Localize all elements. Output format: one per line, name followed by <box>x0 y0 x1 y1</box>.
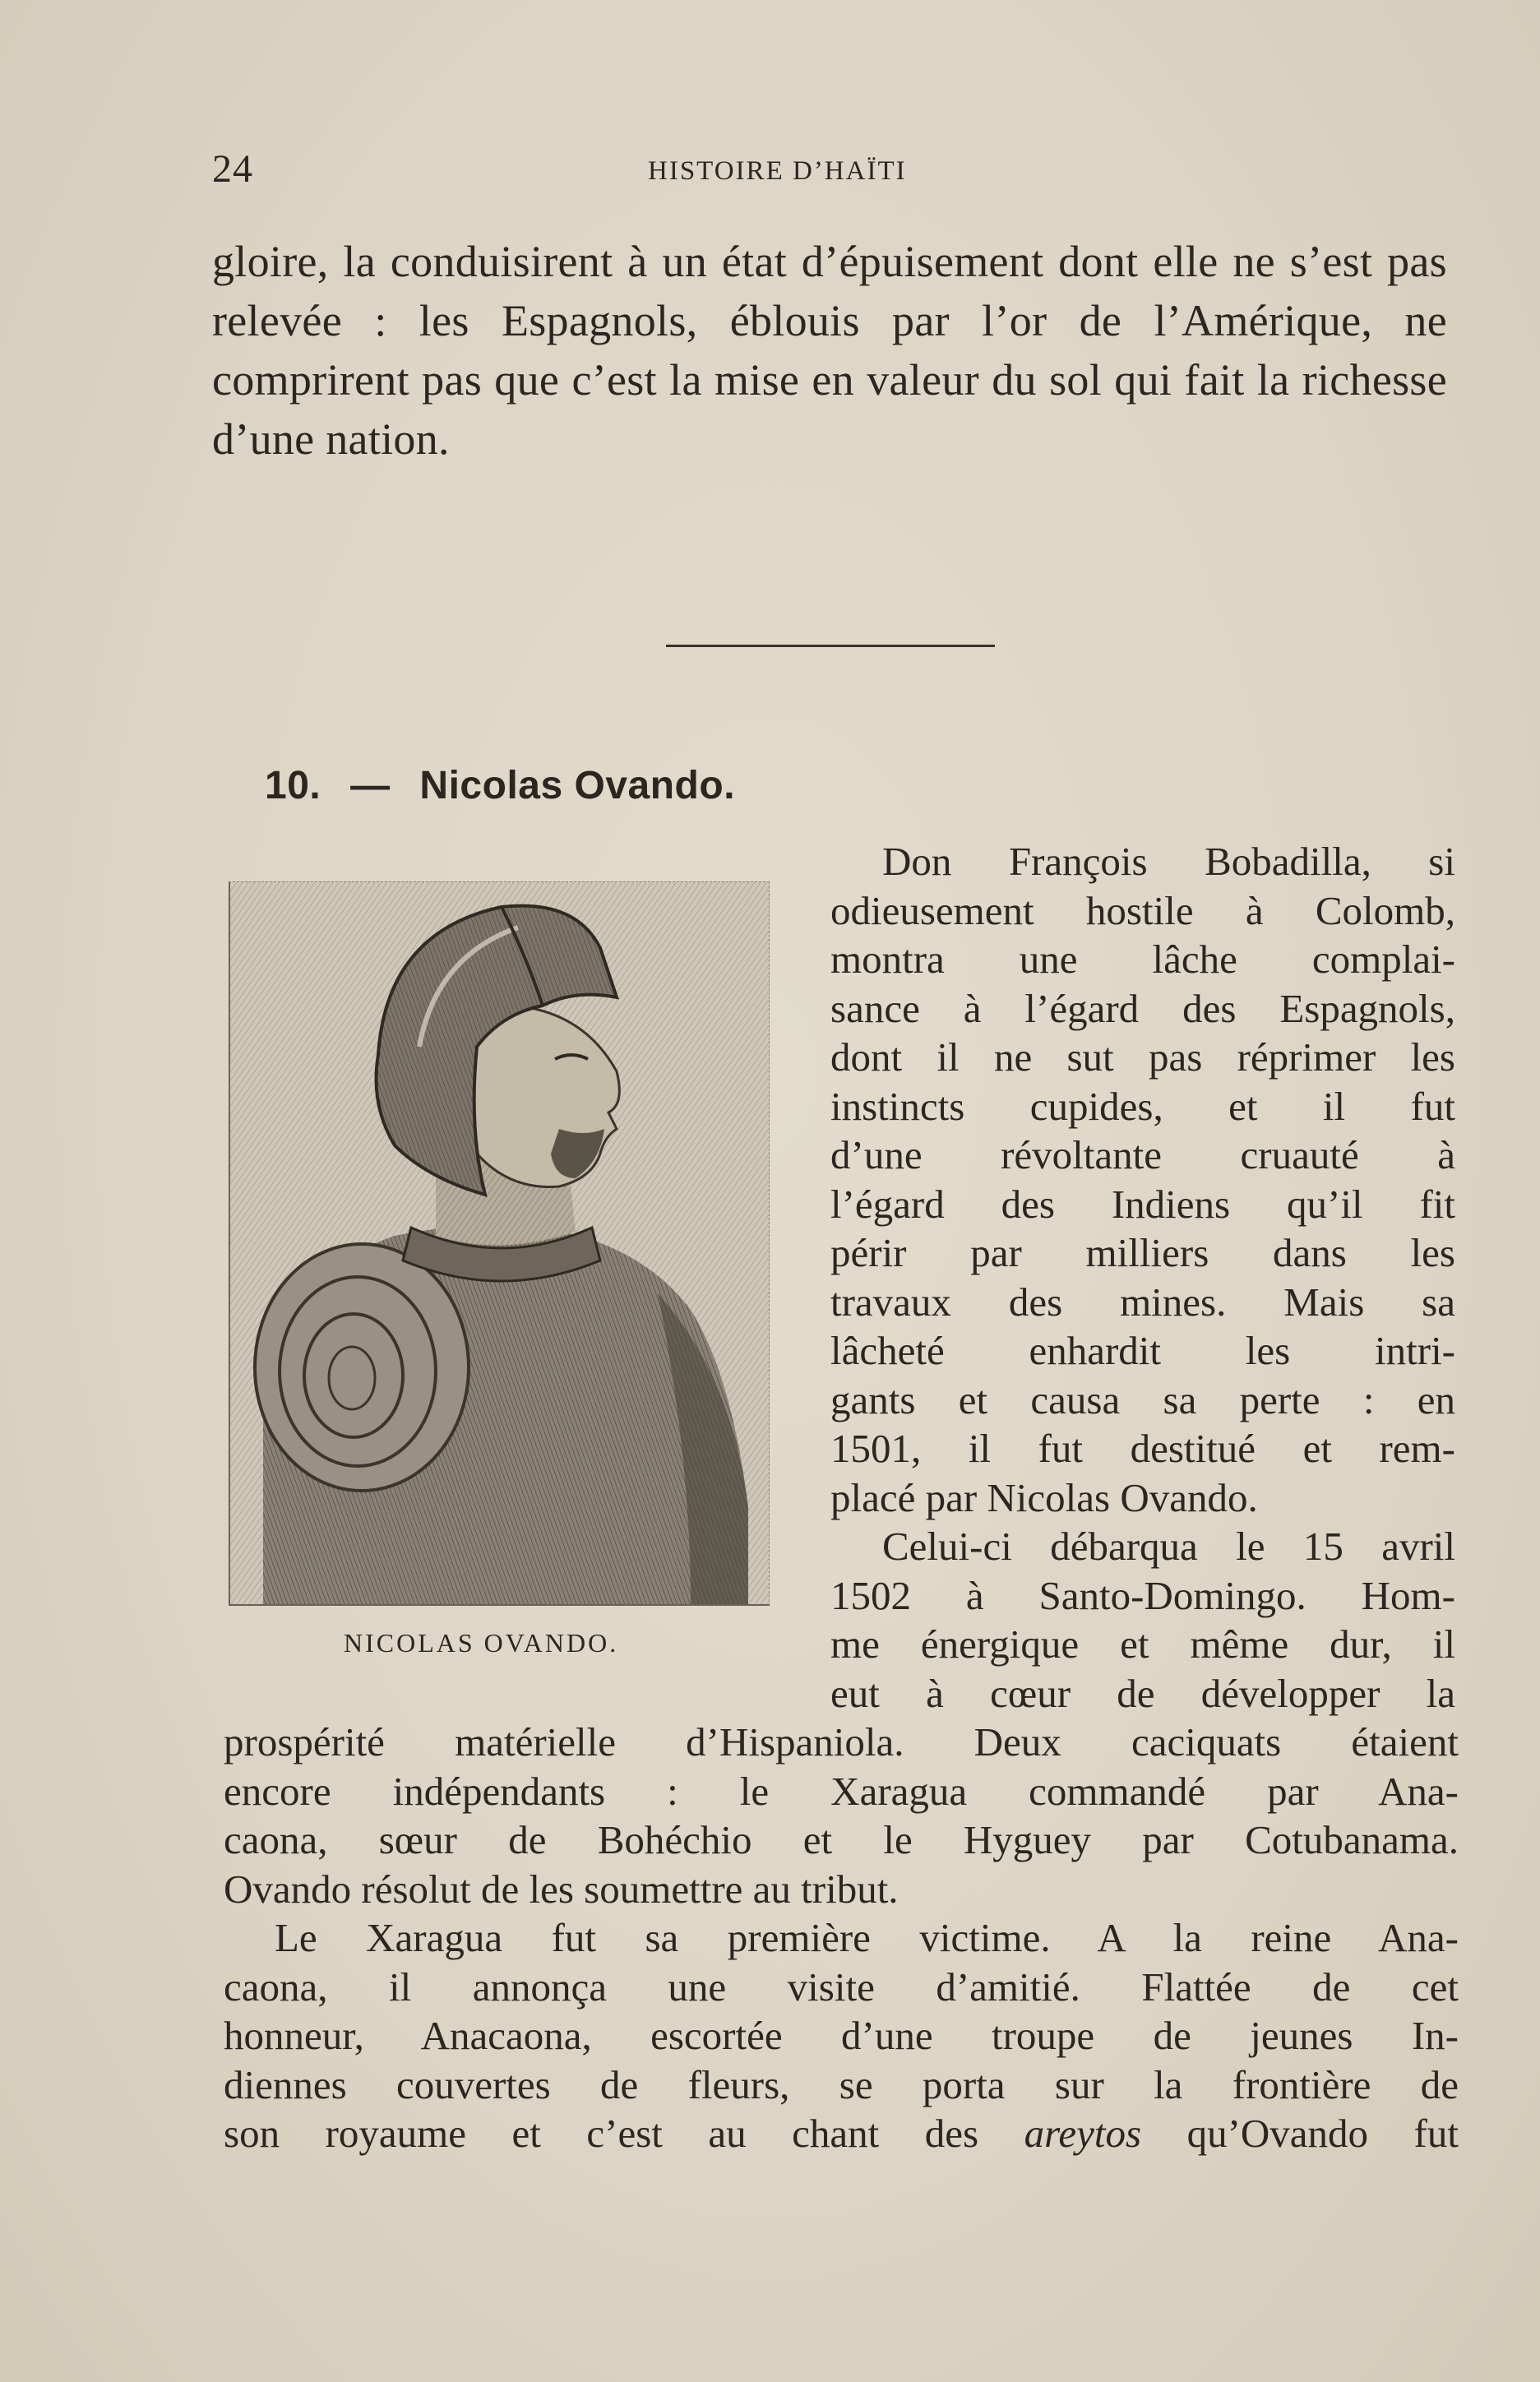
text-line: prospérité matérielle d’Hispaniola. Deux caciquats étaient <box>224 1719 1459 1765</box>
text-line: sance à l’égard des Espagnols, <box>830 985 1455 1031</box>
text-line: instincts cupides, et il fut <box>830 1083 1455 1129</box>
text-line: Celui-ci débarqua le 15 avril <box>882 1524 1455 1569</box>
section-divider <box>666 645 995 647</box>
text-line: 1502 à Santo-Domingo. Hom- <box>830 1572 1455 1618</box>
intro-paragraph: gloire, la conduisirent à un état d’épuisement dont elle ne s’est pas relevée : les Espagnols, éblouis par l’or de l’Amérique, ne comprirent pas que c’est la mise en valeur du sol qui fait la richesse d’une nation. <box>212 237 1447 464</box>
text-line: Don François Bobadilla, si <box>882 839 1455 884</box>
text-line: placé par Nicolas Ovando. <box>830 1474 1258 1520</box>
text-line: diennes couvertes de fleurs, se porta sur la frontière de <box>224 2061 1459 2107</box>
running-title: HISTOIRE D’HAÏTI <box>648 156 907 186</box>
text-line: périr par milliers dans les <box>830 1230 1455 1275</box>
text-line-last <box>224 2109 1459 2158</box>
text-line: d’une révoltante cruauté à <box>830 1132 1455 1177</box>
text-line: dont il ne sut pas réprimer les <box>830 1034 1455 1080</box>
section-dash: — <box>350 764 391 807</box>
text-line: honneur, Anacaona, escortée d’une troupe de jeunes In- <box>224 2013 1459 2058</box>
text-line: Le Xaragua fut sa première victime. A la reine Ana- <box>275 1915 1459 1960</box>
text-line: gants et causa sa perte : en <box>830 1376 1455 1422</box>
full-paragraph-1 <box>224 1718 1459 1913</box>
text-line: Ovando résolut de les soumettre au tribut. <box>224 1866 899 1912</box>
full-paragraph-2 <box>224 1913 1459 2158</box>
text-line: me énergique et même dur, il <box>830 1621 1455 1667</box>
portrait-engraving <box>229 881 770 1606</box>
text-line: caona, sœur de Bohéchio et le Hyguey par Cotubanama. <box>224 1817 1459 1862</box>
text-line: 1501, il fut destitué et rem- <box>830 1426 1455 1471</box>
section-heading <box>265 763 735 808</box>
figure-caption: NICOLAS OVANDO. <box>344 1628 619 1658</box>
last-line-start: son royaume et c’est au chant des <box>224 2111 1024 2156</box>
section-number: 10. <box>265 764 321 807</box>
text-line: odieusement hostile à Colomb, <box>830 887 1455 933</box>
section-title-text: Nicolas Ovando. <box>419 764 736 807</box>
text-line: caona, il annonça une visite d’amitié. Flattée de cet <box>224 1963 1459 2010</box>
text-line: eut à cœur de développer la <box>830 1670 1455 1716</box>
side-paragraph <box>830 837 1455 1718</box>
text-line: travaux des mines. Mais sa <box>830 1279 1455 1325</box>
portrait-illustration <box>230 882 769 1604</box>
text-line: montra une lâche complai- <box>830 937 1455 982</box>
last-line-end: qu’Ovando fut <box>1141 2111 1459 2156</box>
areytos-italic: areytos <box>1024 2111 1142 2156</box>
text-line: encore indépendants : le Xaragua commandé par Ana- <box>224 1768 1459 1814</box>
text-line: l’égard des Indiens qu’il fit <box>830 1181 1455 1227</box>
page-number: 24 <box>212 147 253 191</box>
text-line: lâcheté enhardit les intri- <box>830 1328 1455 1373</box>
page-header <box>212 146 1454 196</box>
